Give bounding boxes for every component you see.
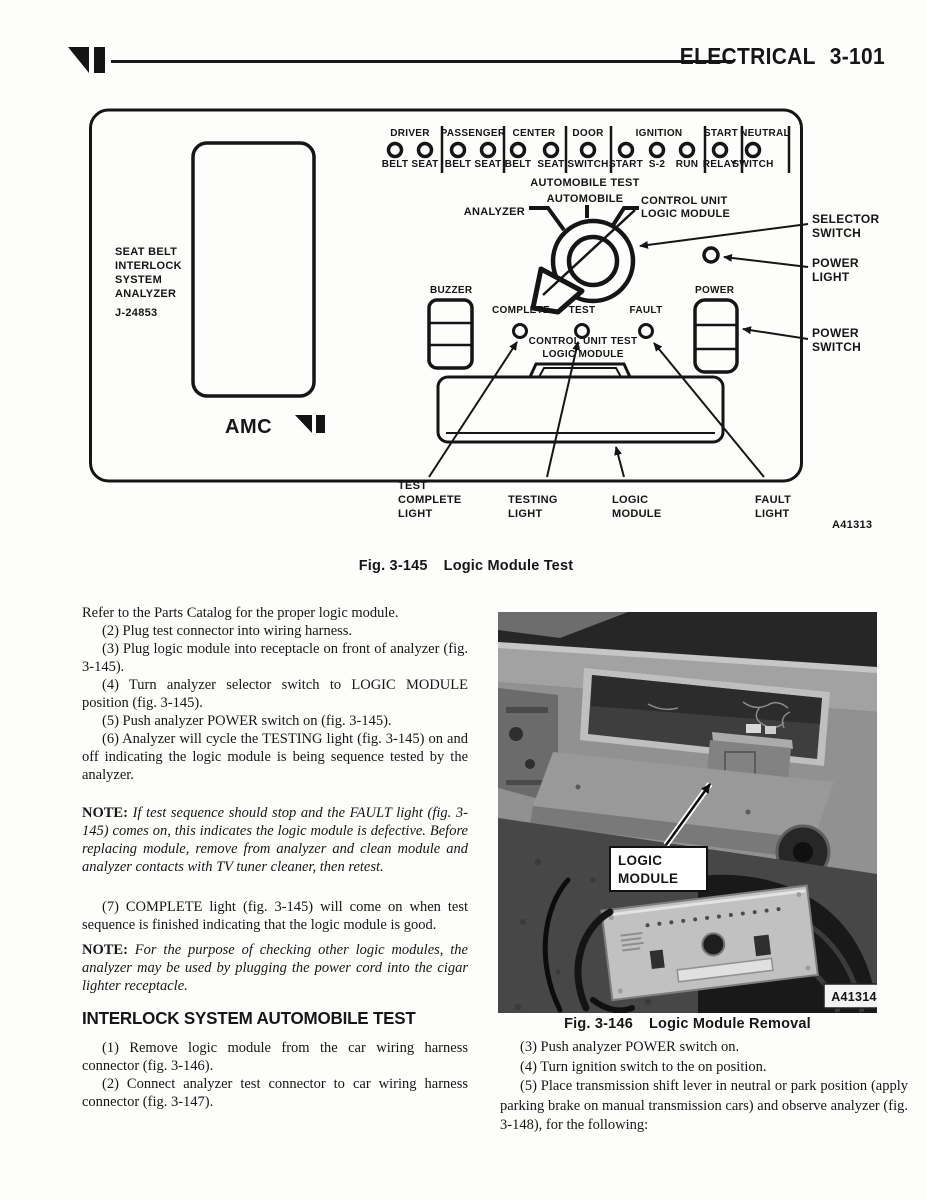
label-fault: FAULT	[629, 305, 663, 316]
indicator-light-label: SWITCH	[567, 159, 609, 170]
paragraph: (3) Plug logic module into receptacle on front of analyzer (fig. 3-145).	[82, 641, 468, 675]
indicator-light-label: BELT	[381, 159, 409, 170]
indicator-light	[452, 144, 465, 157]
indicator-group-label: NEUTRAL	[740, 128, 790, 139]
note-label: NOTE:	[82, 942, 128, 958]
paragraph: (4) Turn ignition switch to the on position.	[520, 1058, 767, 1075]
label-test: TEST	[568, 305, 596, 316]
power-light	[704, 248, 718, 262]
screw	[576, 785, 581, 790]
screw	[746, 810, 751, 815]
fig-3-145-caption	[88, 558, 844, 574]
indicator-light	[681, 144, 694, 157]
indicator-group-label: PASSENGER	[440, 128, 506, 139]
amc-corner-logo	[68, 46, 108, 76]
panel-text-line: ANALYZER	[115, 288, 177, 300]
callout-text: LIGHT	[398, 508, 433, 520]
section-heading: INTERLOCK SYSTEM AUTOMOBILE TEST	[82, 1008, 416, 1029]
callout-text: LOGIC	[612, 494, 649, 506]
note-label: NOTE:	[82, 805, 128, 821]
dash-vent-center	[793, 842, 813, 862]
brand-logo-bar	[316, 415, 325, 433]
header-section: ELECTRICAL	[679, 44, 816, 70]
callout-text: POWER	[812, 326, 859, 340]
brand-text: AMC	[225, 416, 273, 438]
callout-text: POWER	[812, 256, 859, 270]
note-text: For the purpose of checking other logic modules, the analyzer may be used by plugging the power cord into the cigar lighter receptacle.	[82, 942, 468, 994]
label-power: POWER	[695, 285, 735, 296]
indicator-light-label: RUN	[675, 159, 699, 170]
label-control-unit-test: CONTROL UNIT TEST	[528, 336, 638, 347]
indicator-light-label: SEAT	[474, 159, 502, 170]
callout-text: MODULE	[618, 871, 679, 886]
callout-text: SWITCH	[812, 226, 862, 240]
paragraph: (2) Connect analyzer test connector to car wiring harness connector (fig. 3-147).	[82, 1076, 468, 1110]
indicator-light	[389, 144, 402, 157]
radio-knob	[525, 759, 535, 769]
panel-text-line: SEAT BELT	[115, 246, 178, 258]
paragraph: Refer to the Parts Catalog for the proper logic module.	[82, 605, 399, 621]
right-text-column	[500, 1038, 908, 1136]
paragraph: (6) Analyzer will cycle the TESTING light (fig. 3-145) on and off indicating the logic module is being sequence tested by the analyzer.	[82, 731, 468, 783]
note-paragraph	[82, 804, 468, 876]
logo-bar	[94, 47, 105, 73]
indicator-light	[545, 144, 558, 157]
cluster-slot	[506, 707, 548, 713]
logo-triangle	[68, 47, 89, 73]
indicator-light	[582, 144, 595, 157]
complete-light	[514, 325, 527, 338]
paragraph: (5) Place transmission shift lever in neutral or park position (apply parking brake on manual transmission cars) and observe analyzer (fig. 3-148), for the following:	[500, 1078, 908, 1133]
indicator-light	[714, 144, 727, 157]
note-text: If test sequence should stop and the FAULT light (fig. 3-145) comes on, this indicates the logic module is defective. Before replacing module, remove from analyzer and clean module and analyzer contacts with TV tuner cleaner, then retest.	[82, 805, 468, 875]
radio-knob	[509, 727, 523, 741]
indicator-light-label: S-2	[648, 159, 666, 170]
label-complete: COMPLETE	[492, 305, 550, 316]
logic-module-callout	[610, 847, 707, 891]
paragraph: (4) Turn analyzer selector switch to LOGIC MODULE position (fig. 3-145).	[82, 677, 468, 711]
page-header	[520, 44, 885, 71]
label-automobile-test: AUTOMOBILE TEST	[530, 177, 640, 189]
fig-3-146-photo	[498, 612, 877, 1013]
indicator-light-label: BELT	[504, 159, 532, 170]
paragraph: (5) Push analyzer POWER switch on (fig. 3-145).	[102, 713, 392, 729]
label-logic-module-pos: LOGIC MODULE	[641, 208, 731, 220]
indicator-light	[512, 144, 525, 157]
indicator-light-label: SWITCH	[732, 159, 774, 170]
paragraph: (7) COMPLETE light (fig. 3-145) will come on when test sequence is finished indicating that the logic module is good.	[82, 899, 468, 933]
label-automobile: AUTOMOBILE	[546, 193, 624, 205]
left-text-column	[82, 604, 468, 1111]
callout-text: SELECTOR	[812, 212, 880, 226]
indicator-light	[747, 144, 760, 157]
paragraph: (2) Plug test connector into wiring harness.	[102, 623, 353, 639]
analyzer-switch	[650, 950, 665, 969]
fault-light	[640, 325, 653, 338]
indicator-light-label: BELT	[444, 159, 472, 170]
indicator-group-label: START	[703, 128, 739, 139]
caption-number: Fig. 3-146	[564, 1016, 633, 1032]
indicator-light	[620, 144, 633, 157]
photo-ref-tag	[824, 984, 877, 1008]
indicator-light-label: SEAT	[411, 159, 439, 170]
header-page-number: 3-101	[829, 44, 885, 70]
analyzer-switch	[754, 935, 771, 957]
figure-ref-number: A41314	[831, 990, 877, 1004]
indicator-light-label: SEAT	[537, 159, 565, 170]
label-buzzer: BUZZER	[430, 285, 473, 296]
bottom-callout-labels	[398, 480, 791, 520]
callout-text: LIGHT	[812, 270, 850, 284]
label-analyzer: ANALYZER	[463, 206, 525, 218]
callout-text: TESTING	[508, 494, 558, 506]
indicator-group-label: DOOR	[572, 128, 604, 139]
label-control-unit: CONTROL UNIT	[641, 195, 728, 207]
panel-text-line: INTERLOCK	[115, 260, 182, 272]
indicator-light	[419, 144, 432, 157]
indicator-light	[482, 144, 495, 157]
tool-number: J-24853	[115, 307, 158, 319]
cluster-slot	[506, 780, 546, 785]
paragraph: (1) Remove logic module from the car wiring harness connector (fig. 3-146).	[82, 1040, 468, 1074]
indicator-group-label: DRIVER	[390, 128, 430, 139]
callout-text: COMPLETE	[398, 494, 462, 506]
indicator-group-label: IGNITION	[635, 128, 683, 139]
callout-text: LIGHT	[755, 508, 790, 520]
callout-text: LIGHT	[508, 508, 543, 520]
label-logic-module-slot: LOGIC MODULE	[542, 349, 624, 360]
figure-ref-number: A41313	[832, 519, 873, 531]
panel-text-line: SYSTEM	[115, 274, 163, 286]
fig-3-146-caption	[498, 1016, 877, 1032]
note-paragraph	[82, 941, 468, 995]
callout-text: FAULT	[755, 494, 792, 506]
callout-text: TEST	[398, 480, 428, 492]
caption-number: Fig. 3-145	[358, 558, 428, 574]
indicator-light-label: START	[608, 159, 644, 170]
caption-title: Logic Module Removal	[648, 1016, 811, 1032]
indicator-group-label: CENTER	[512, 128, 556, 139]
indicator-light	[651, 144, 664, 157]
paragraph: (3) Push analyzer POWER switch on.	[520, 1039, 740, 1055]
callout-text: SWITCH	[812, 340, 862, 354]
fig-3-145-diagram	[88, 103, 900, 535]
indicator-light-label: RELAY	[702, 159, 738, 170]
caption-title: Logic Module Test	[443, 558, 574, 574]
callout-text: MODULE	[612, 508, 662, 520]
callout-text: LOGIC	[618, 853, 663, 868]
